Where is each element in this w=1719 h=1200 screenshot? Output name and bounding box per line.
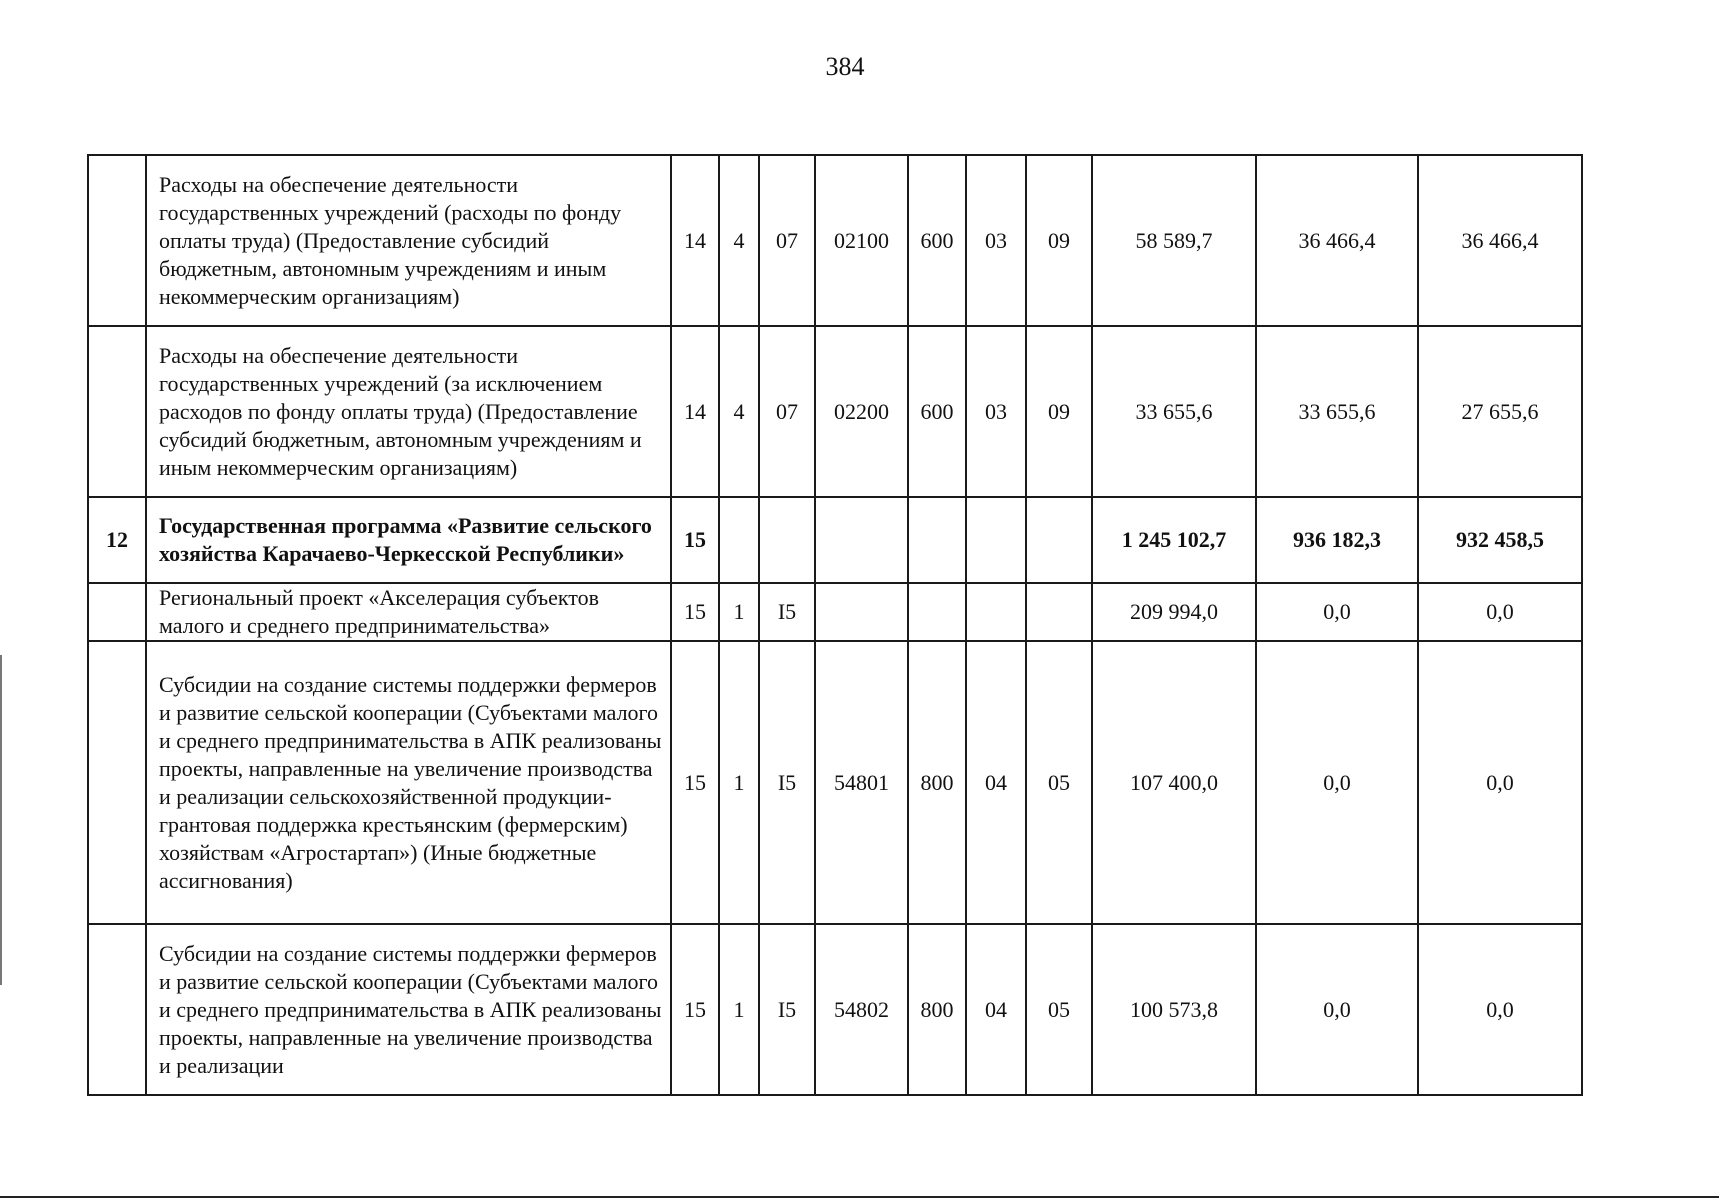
code-cell	[908, 497, 966, 583]
code-cell	[719, 497, 759, 583]
row-name: Государственная программа «Развитие сельского хозяйства Карачаево-Черкесской Республики»	[146, 497, 671, 583]
code-cell: 07	[759, 155, 815, 326]
code-cell	[815, 583, 908, 641]
amount-cell: 936 182,3	[1256, 497, 1418, 583]
scan-edge-mark	[0, 655, 2, 985]
code-cell: 1	[719, 583, 759, 641]
amount-cell: 58 589,7	[1092, 155, 1256, 326]
code-cell: I5	[759, 583, 815, 641]
code-cell	[908, 583, 966, 641]
code-cell: 04	[966, 641, 1026, 924]
code-cell	[815, 497, 908, 583]
code-cell: 4	[719, 326, 759, 497]
amount-cell: 100 573,8	[1092, 924, 1256, 1095]
code-cell: 1	[719, 641, 759, 924]
amount-cell: 0,0	[1418, 641, 1582, 924]
code-cell: 800	[908, 924, 966, 1095]
row-number: 12	[88, 497, 146, 583]
row-name: Региональный проект «Акселерация субъектов малого и среднего предпринимательства»	[146, 583, 671, 641]
code-cell: 05	[1026, 641, 1092, 924]
code-cell: 600	[908, 326, 966, 497]
code-cell: 1	[719, 924, 759, 1095]
amount-cell: 0,0	[1418, 924, 1582, 1095]
page-bottom-line	[0, 1196, 1719, 1198]
code-cell: 09	[1026, 326, 1092, 497]
table-row	[88, 155, 1582, 326]
amount-cell: 0,0	[1256, 924, 1418, 1095]
code-cell	[1026, 583, 1092, 641]
code-cell: 02100	[815, 155, 908, 326]
table-row	[88, 326, 1582, 497]
amount-cell: 36 466,4	[1256, 155, 1418, 326]
code-cell: 03	[966, 155, 1026, 326]
code-cell: I5	[759, 924, 815, 1095]
code-cell: 02200	[815, 326, 908, 497]
code-cell: I5	[759, 641, 815, 924]
code-cell: 600	[908, 155, 966, 326]
amount-cell: 33 655,6	[1092, 326, 1256, 497]
amount-cell: 209 994,0	[1092, 583, 1256, 641]
code-cell: 4	[719, 155, 759, 326]
row-number	[88, 583, 146, 641]
code-cell	[966, 497, 1026, 583]
code-cell: 15	[671, 497, 719, 583]
amount-cell: 27 655,6	[1418, 326, 1582, 497]
code-cell	[966, 583, 1026, 641]
table-row	[88, 583, 1582, 641]
code-cell	[1026, 497, 1092, 583]
amount-cell: 0,0	[1256, 641, 1418, 924]
code-cell: 15	[671, 583, 719, 641]
row-name: Субсидии на создание системы поддержки фермеров и развитие сельской кооперации (Субъектами малого и среднего предпринимательства в АПК реализованы проекты, направленные на увеличение производства и реализации	[146, 924, 671, 1095]
amount-cell: 0,0	[1256, 583, 1418, 641]
code-cell: 800	[908, 641, 966, 924]
table-row	[88, 497, 1582, 583]
row-number	[88, 155, 146, 326]
row-number	[88, 326, 146, 497]
budget-table	[87, 154, 1583, 1096]
row-number	[88, 641, 146, 924]
code-cell: 14	[671, 326, 719, 497]
code-cell	[759, 497, 815, 583]
table-row	[88, 924, 1582, 1095]
code-cell: 54801	[815, 641, 908, 924]
row-name: Расходы на обеспечение деятельности государственных учреждений (за исключением расходов по фонду оплаты труда) (Предоставление субсидий бюджетным, автономным учреждениям и иным некоммерческим организациям)	[146, 326, 671, 497]
code-cell: 04	[966, 924, 1026, 1095]
row-name: Расходы на обеспечение деятельности государственных учреждений (расходы по фонду оплаты труда) (Предоставление субсидий бюджетным, автономным учреждениям и иным некоммерческим организациям)	[146, 155, 671, 326]
code-cell: 07	[759, 326, 815, 497]
code-cell: 15	[671, 641, 719, 924]
row-name: Субсидии на создание системы поддержки фермеров и развитие сельской кооперации (Субъектами малого и среднего предпринимательства в АПК реализованы проекты, направленные на увеличение производства и реализации сельскохозяйственной продукции-грантовая поддержка крестьянским (фермерским) хозяйствам «Агростартап») (Иные бюджетные ассигнования)	[146, 641, 671, 924]
table-row	[88, 641, 1582, 924]
amount-cell: 107 400,0	[1092, 641, 1256, 924]
code-cell: 15	[671, 924, 719, 1095]
amount-cell: 1 245 102,7	[1092, 497, 1256, 583]
code-cell: 05	[1026, 924, 1092, 1095]
amount-cell: 33 655,6	[1256, 326, 1418, 497]
code-cell: 54802	[815, 924, 908, 1095]
page-number: 384	[825, 52, 865, 81]
amount-cell: 0,0	[1418, 583, 1582, 641]
code-cell: 09	[1026, 155, 1092, 326]
amount-cell: 932 458,5	[1418, 497, 1582, 583]
amount-cell: 36 466,4	[1418, 155, 1582, 326]
code-cell: 03	[966, 326, 1026, 497]
row-number	[88, 924, 146, 1095]
code-cell: 14	[671, 155, 719, 326]
